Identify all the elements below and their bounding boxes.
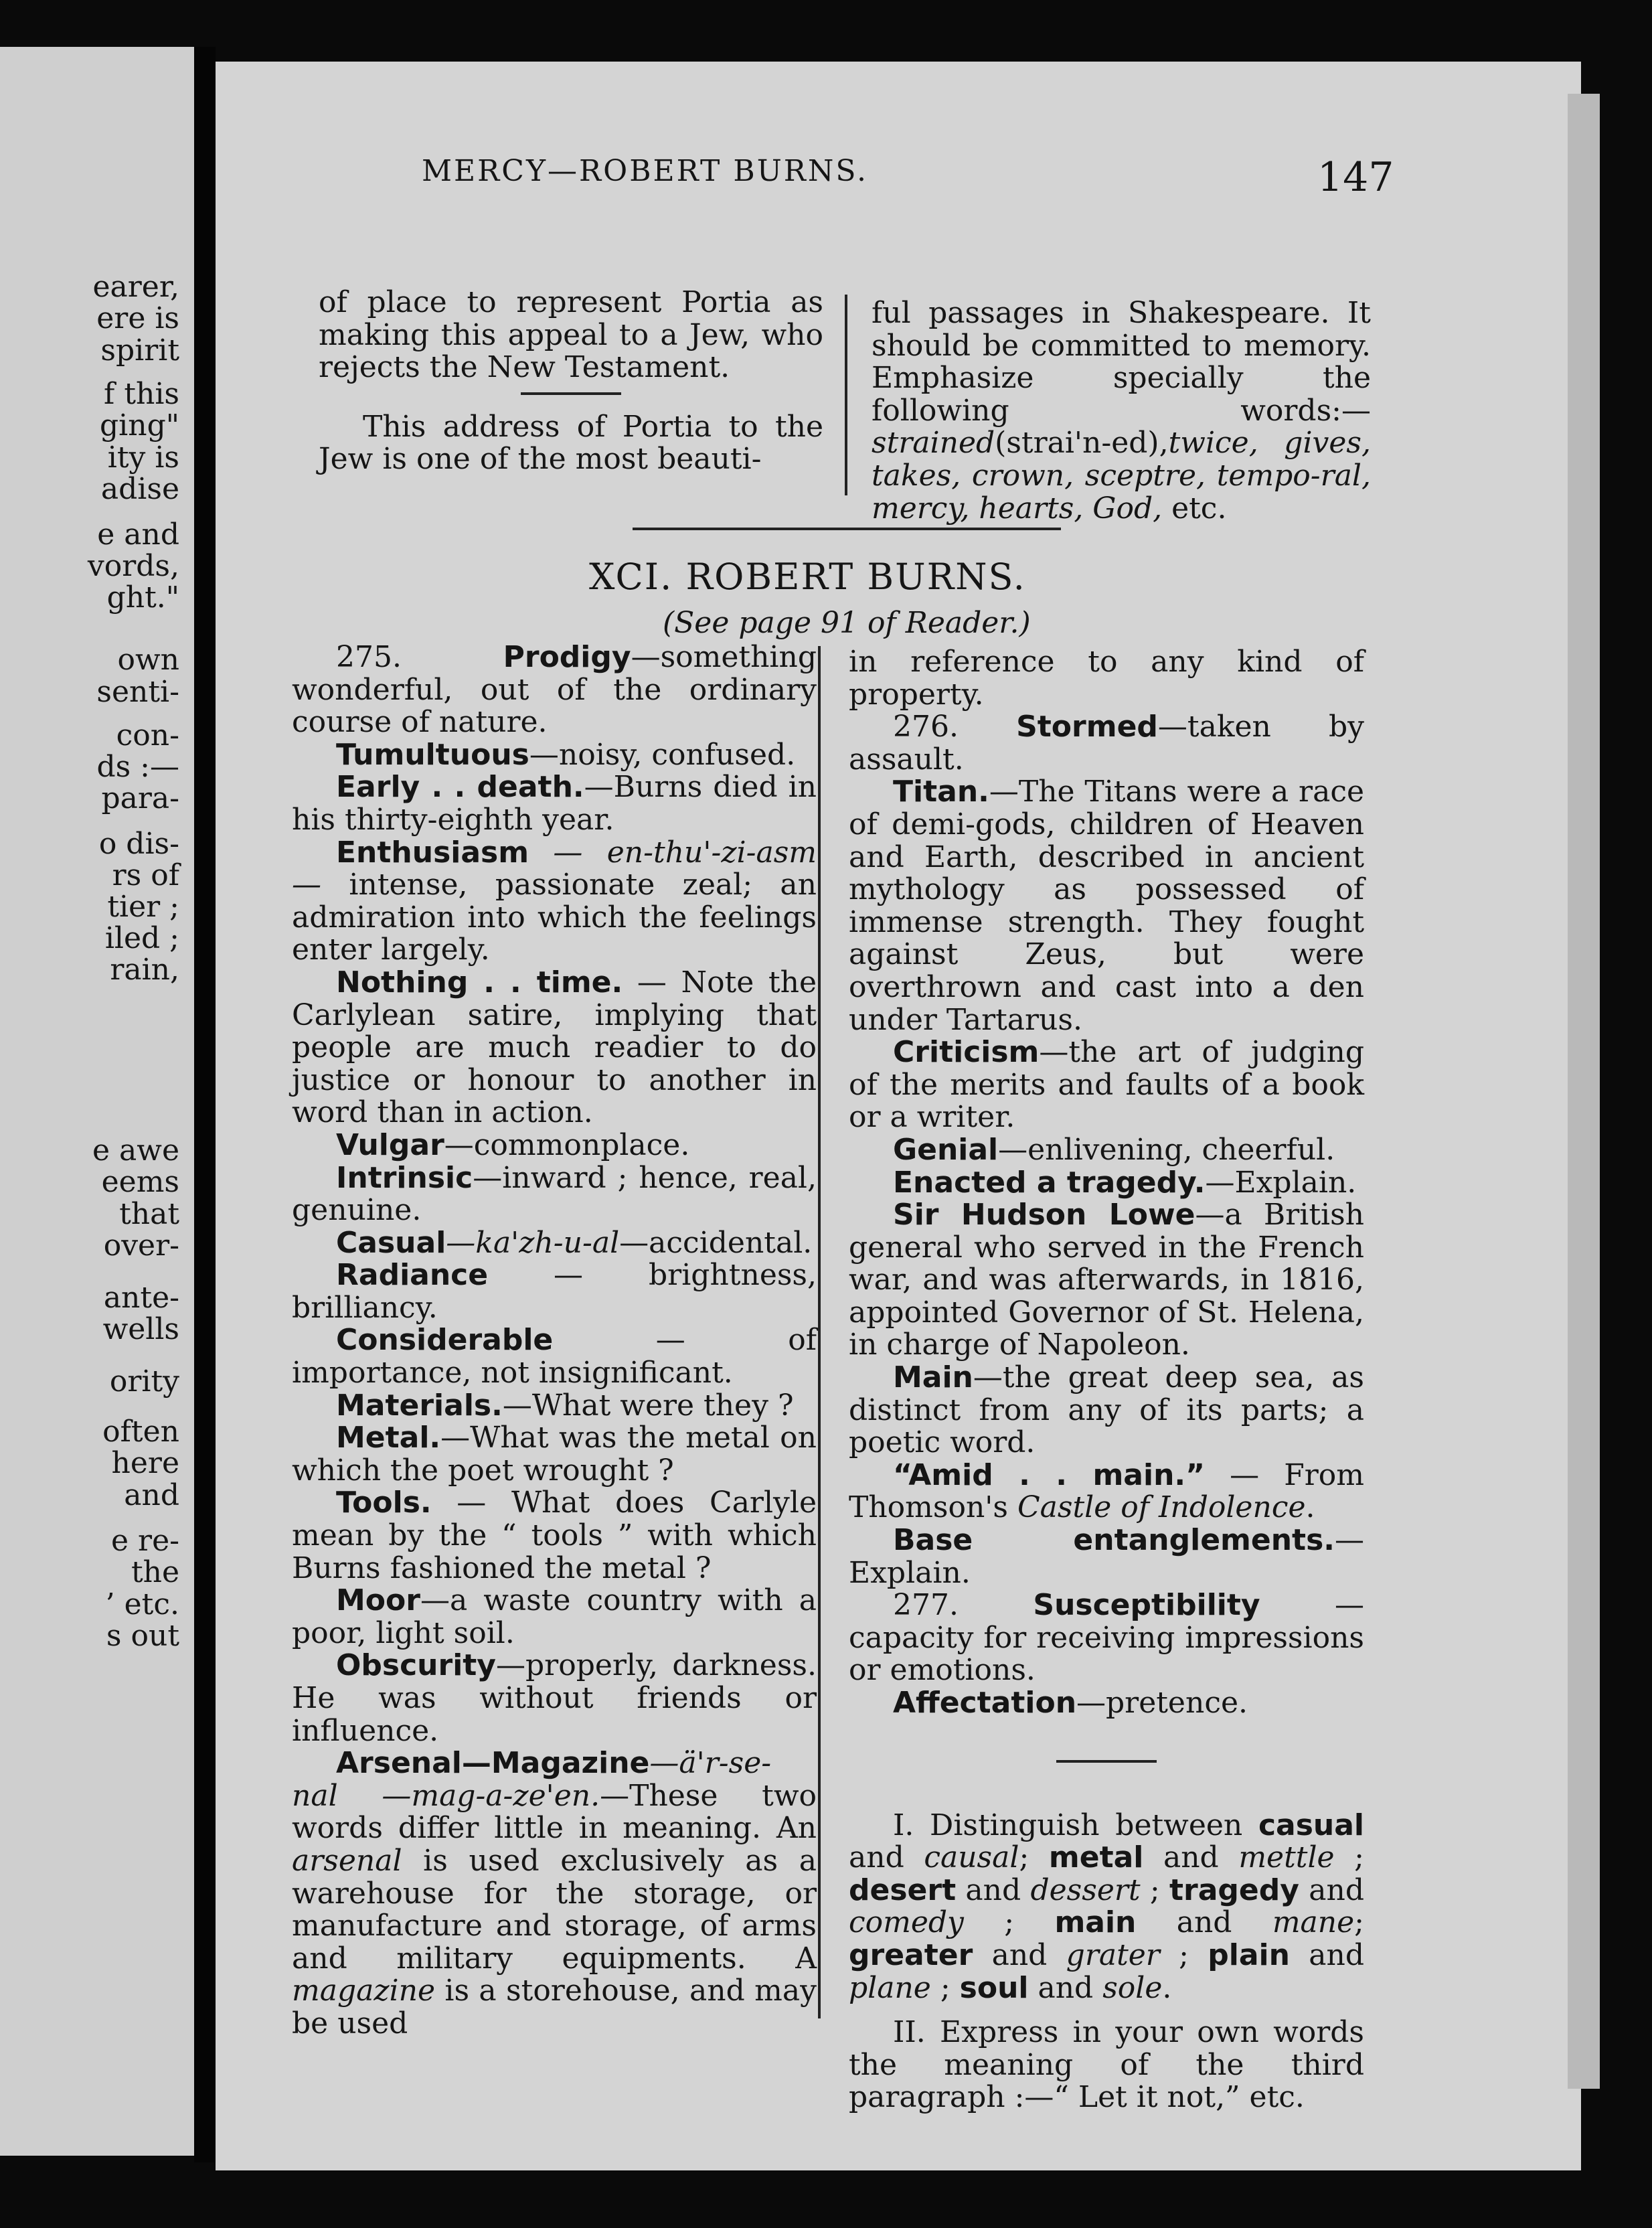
page-number: 147: [1317, 154, 1394, 201]
exercise-word-italic: dessert: [1030, 1873, 1141, 1907]
glossary-entry: [849, 711, 1364, 776]
entry-definition: — brightness, brilliancy.: [292, 1258, 817, 1325]
entry-italic: arsenal: [292, 1843, 402, 1878]
section-title: XCI. ROBERT BURNS.: [589, 556, 1026, 598]
left-fragment-line: earer,: [92, 270, 179, 304]
exercise-word-italic: sole: [1102, 1970, 1163, 2005]
glossary-entry: [292, 1259, 817, 1324]
entry-definition: — What does Carlyle mean by the “ tools ” with which Burns fashioned the metal ?: [292, 1486, 817, 1585]
exercise-word: greater: [849, 1937, 973, 1972]
entry-definition: — capacity for receiving impressions or emotions.: [849, 1588, 1364, 1688]
entry-term: Tools.: [336, 1486, 432, 1520]
exercise-text: and: [1136, 1905, 1272, 1940]
exercise-text: and: [956, 1873, 1031, 1907]
entry-term: Early . . death.: [336, 770, 584, 805]
exercise-text: I. Distinguish between: [893, 1808, 1258, 1842]
glossary-entry: [292, 1650, 817, 1747]
entry-definition: —a British general who served in the French war, and was afterwards, in 1816, appointed Governor of St. Helena, in charge of Napoleon.: [849, 1198, 1364, 1362]
glossary-entry: [849, 1036, 1364, 1134]
entry-definition: —pretence.: [1076, 1686, 1248, 1720]
left-fragment-line: tier ;: [107, 890, 179, 924]
glossary-entry: [292, 771, 817, 836]
top-left-paragraph: of place to represent Portia as making this appeal to a Jew, who rejects the New Testament.: [319, 285, 823, 385]
left-page-fragment: [0, 47, 194, 2156]
exercise-word-italic: comedy: [849, 1905, 964, 1940]
glossary-entry: [292, 967, 817, 1129]
text-run: (strai'n-ed),: [995, 426, 1169, 461]
left-fragment-line: ght.": [106, 580, 179, 615]
entry-term: Enthusiasm: [336, 835, 529, 870]
left-fragment-line: wells: [102, 1312, 179, 1346]
text-run: etc.: [1162, 491, 1227, 526]
glossary-entry: [292, 1129, 817, 1162]
entry-italic: magazine: [292, 1974, 435, 2008]
entry-term: Base entanglements.: [893, 1523, 1335, 1558]
glossary-entry: [849, 1134, 1364, 1167]
entry-term: Intrinsic: [336, 1160, 473, 1195]
glossary-entry: [849, 1687, 1364, 1720]
glossary-entry: [292, 1747, 817, 2040]
exercise-word-italic: mettle: [1238, 1840, 1335, 1875]
glossary-entry: [292, 837, 817, 967]
exercise-text: ;: [1354, 1905, 1364, 1940]
glossary-entry: [292, 641, 817, 739]
entry-definition: —These two words differ little in meaning. An: [292, 1778, 817, 1846]
entry-definition: —properly, darkness. He was without friends or influence.: [292, 1648, 817, 1748]
left-fragment-line: iled ;: [104, 921, 179, 955]
entry-term: Enacted a tragedy.: [893, 1165, 1206, 1200]
left-fragment-line: senti-: [96, 675, 179, 709]
left-fragment-line: ds :—: [96, 750, 179, 784]
entry-number: 277.: [893, 1588, 1034, 1623]
entry-definition: — From Thomson's: [849, 1457, 1365, 1525]
left-fragment-line: spirit: [100, 333, 179, 368]
exercise-text: ;: [1159, 1937, 1208, 1972]
top-left-paragraph-2: This address of Portia to the Jew is one of the most beauti-: [319, 409, 823, 477]
entry-term: Moor: [336, 1583, 420, 1618]
section-subtitle: (See page 91 of Reader.): [663, 606, 1031, 640]
exercise-word: tragedy: [1169, 1873, 1299, 1907]
entry-definition: —noisy, confused.: [529, 737, 796, 772]
entry-term: Tumultuous: [336, 737, 529, 772]
entry-definition: intense, passionate zeal; an admiration into which the feelings enter largely.: [292, 868, 817, 967]
page-edge: [1568, 94, 1600, 2089]
entry-definition: —accidental.: [619, 1225, 813, 1260]
top-right-paragraph: [872, 297, 1371, 525]
top-right-column: [872, 297, 1371, 525]
left-fragment-line: rain,: [110, 953, 179, 987]
left-fragment-line: ority: [109, 1364, 179, 1399]
exercise-question-1: [849, 1810, 1364, 2005]
exercise-rule: [1056, 1760, 1157, 1763]
exercise-text: ;: [963, 1905, 1055, 1940]
entry-term: Arsenal—Magazine: [336, 1746, 650, 1781]
exercise-text: and: [1299, 1873, 1364, 1907]
exercise-word-italic: grater: [1066, 1937, 1160, 1972]
glossary-entry: [849, 1589, 1364, 1687]
entry-definition: —What were they ?: [502, 1388, 794, 1423]
italic-run: strained: [872, 426, 995, 461]
left-fragment-line: con-: [116, 718, 179, 752]
running-head: MERCY—ROBERT BURNS.: [422, 154, 868, 188]
entry-definition: .: [1305, 1490, 1315, 1525]
exercise-text: and: [1028, 1970, 1103, 2005]
entry-term: Titan.: [893, 775, 989, 809]
entry-term: Prodigy: [503, 640, 631, 674]
entry-definition: —something wonderful, out of the ordinary course of nature.: [292, 640, 817, 740]
entry-definition: is used exclusively as a warehouse for the storage, or manufacture and storage, of arms and military equipments. A: [292, 1843, 817, 1976]
exercise-text: and: [1289, 1937, 1364, 1972]
left-fragment-line: e awe: [92, 1133, 179, 1168]
left-fragment-line: adise: [100, 472, 179, 506]
entry-term: Vulgar: [336, 1127, 444, 1162]
entry-definition: in reference to any kind of property.: [849, 645, 1364, 712]
body-right-column: [849, 646, 1364, 2114]
left-fragment-line: often: [102, 1415, 179, 1449]
left-fragment-line: ging": [100, 408, 179, 443]
left-fragment-line: e and: [97, 518, 179, 552]
glossary-entry: [292, 1162, 817, 1227]
entry-pronunciation: —ka'zh-u-al: [446, 1225, 620, 1260]
left-fragment-line: ity is: [107, 441, 179, 475]
entry-definition: —The Titans were a race of demi-gods, children of Heaven and Earth, described in ancient mythology as possessed of immense strength. They fought against Zeus, but were overthrown and cast into a den under Tartarus.: [849, 775, 1364, 1037]
exercise-text: ;: [1140, 1873, 1169, 1907]
italic-run: twice, gives, takes, crown, sceptre, tempo-ral, mercy, hearts, God,: [872, 426, 1371, 526]
left-fragment-line: over-: [103, 1228, 179, 1263]
small-rule: [521, 392, 621, 395]
left-fragment-line: ante-: [103, 1281, 179, 1315]
left-fragment-line: and: [124, 1478, 179, 1512]
left-fragment-line: eems: [101, 1165, 179, 1199]
glossary-entry: [292, 1390, 817, 1423]
glossary-entry: [292, 1227, 817, 1260]
entry-term: Casual: [336, 1225, 446, 1260]
entry-pronunciation: —ä'r-se-nal —mag-a-ze'en.: [292, 1746, 772, 1813]
exercise-word: metal: [1048, 1840, 1144, 1875]
left-fragment-line: that: [119, 1197, 179, 1231]
entry-definition: — Note the Carlylean satire, implying that people are much readier to do justice or honour to another in word than in action.: [292, 965, 817, 1130]
left-fragment-line: here: [111, 1446, 179, 1480]
exercise-word: plain: [1208, 1937, 1290, 1972]
entry-term: Obscurity: [336, 1648, 496, 1683]
section-rule: [633, 528, 1061, 530]
entry-term: Materials.: [336, 1388, 503, 1423]
exercise-text: and: [973, 1937, 1066, 1972]
entry-term: Radiance: [336, 1258, 489, 1293]
left-fragment-line: vords,: [87, 549, 179, 583]
glossary-entry: [849, 1524, 1364, 1589]
exercise-word: soul: [959, 1970, 1029, 2005]
entry-term: Main: [893, 1360, 973, 1395]
exercise-text: ;: [1334, 1840, 1365, 1875]
exercise-word: desert: [849, 1873, 957, 1907]
left-fragment-line: own: [117, 643, 179, 677]
left-fragment-line: ere is: [96, 301, 179, 335]
glossary-entry: [849, 776, 1364, 1036]
entry-definition: —What was the metal on which the poet wrought ?: [292, 1421, 817, 1488]
entry-definition: —Explain.: [1205, 1165, 1357, 1200]
exercise-word: main: [1054, 1905, 1137, 1940]
left-fragment-line: s out: [106, 1619, 179, 1653]
glossary-entry: [849, 1199, 1364, 1362]
exercise-text: and: [1143, 1840, 1239, 1875]
entry-number: 276.: [893, 710, 1017, 744]
top-left-column: [319, 287, 823, 476]
glossary-entry: [849, 1167, 1364, 1200]
entry-definition: —the great deep sea, as distinct from any of its parts; a poetic word.: [849, 1360, 1364, 1460]
book-gutter: [194, 47, 216, 2162]
left-fragment-line: rs of: [112, 858, 179, 892]
entry-term: Nothing . . time.: [336, 965, 623, 1000]
entry-term: Susceptibility: [1033, 1588, 1260, 1623]
entry-definition: —taken by assault.: [849, 710, 1364, 777]
entry-number: 275.: [336, 640, 503, 674]
left-fragment-line: ’ etc.: [105, 1587, 179, 1621]
entry-definition: — of importance, not insignificant.: [292, 1323, 817, 1390]
entry-definition: —enlivening, cheerful.: [998, 1132, 1335, 1167]
glossary-entry: [849, 646, 1364, 711]
entry-definition: —Explain.: [849, 1523, 1364, 1590]
left-fragment-line: f this: [104, 377, 179, 411]
entry-term: Affectation: [893, 1686, 1077, 1720]
exercise-word: casual: [1258, 1808, 1364, 1842]
entry-pronunciation: — en-thu'-zi-asm —: [292, 835, 817, 902]
glossary-entry: [292, 1422, 817, 1487]
entry-term: “Amid . . main.”: [893, 1457, 1206, 1492]
glossary-entry: [849, 1459, 1364, 1524]
left-fragment-line: o dis-: [98, 827, 179, 861]
glossary-entry: [292, 1585, 817, 1650]
entry-term: Sir Hudson Lowe: [893, 1198, 1195, 1232]
entry-term: Criticism: [893, 1035, 1040, 1070]
entry-definition: —inward ; hence, real, genuine.: [292, 1160, 817, 1228]
text-run: ful passages in Shakespeare. It should be committed to memory. Emphasize specially the following words:—: [872, 296, 1371, 428]
entry-italic: Castle of Indolence: [1017, 1490, 1306, 1525]
exercise-text: ;: [930, 1970, 960, 2005]
exercise-text: ;: [1019, 1840, 1049, 1875]
entry-term: Stormed: [1016, 710, 1158, 744]
glossary-entry: [292, 1324, 817, 1389]
entry-definition: —the art of judging of the merits and faults of a book or a writer.: [849, 1035, 1364, 1135]
left-fragment-line: the: [131, 1555, 179, 1589]
entry-term: Metal.: [336, 1421, 441, 1455]
column-divider-top: [845, 295, 847, 495]
left-fragment-line: para-: [101, 781, 179, 815]
exercise-word-italic: plane: [849, 1970, 931, 2005]
glossary-entry: [292, 1487, 817, 1585]
glossary-entry: [849, 1362, 1364, 1459]
entry-term: Genial: [893, 1132, 999, 1167]
entry-definition: —commonplace.: [444, 1127, 690, 1162]
entry-definition: is a storehouse, and may be used: [292, 1974, 817, 2041]
left-fragment-line: e re-: [111, 1524, 179, 1558]
body-left-column: [292, 641, 817, 2041]
entry-definition: —Burns died in his thirty-eighth year.: [292, 770, 817, 837]
entry-term: Considerable: [336, 1323, 554, 1358]
exercise-word-italic: causal: [924, 1840, 1019, 1875]
exercise-text: .: [1162, 1970, 1172, 2005]
exercise-question-2: II. Express in your own words the meaning of the third paragraph :—“ Let it not,” etc.: [849, 2015, 1364, 2115]
exercise-word-italic: mane: [1272, 1905, 1355, 1940]
glossary-entry: [292, 739, 817, 772]
column-divider-body: [818, 646, 821, 2018]
exercise-text: and: [849, 1840, 924, 1875]
entry-definition: —a waste country with a poor, light soil.: [292, 1583, 817, 1650]
